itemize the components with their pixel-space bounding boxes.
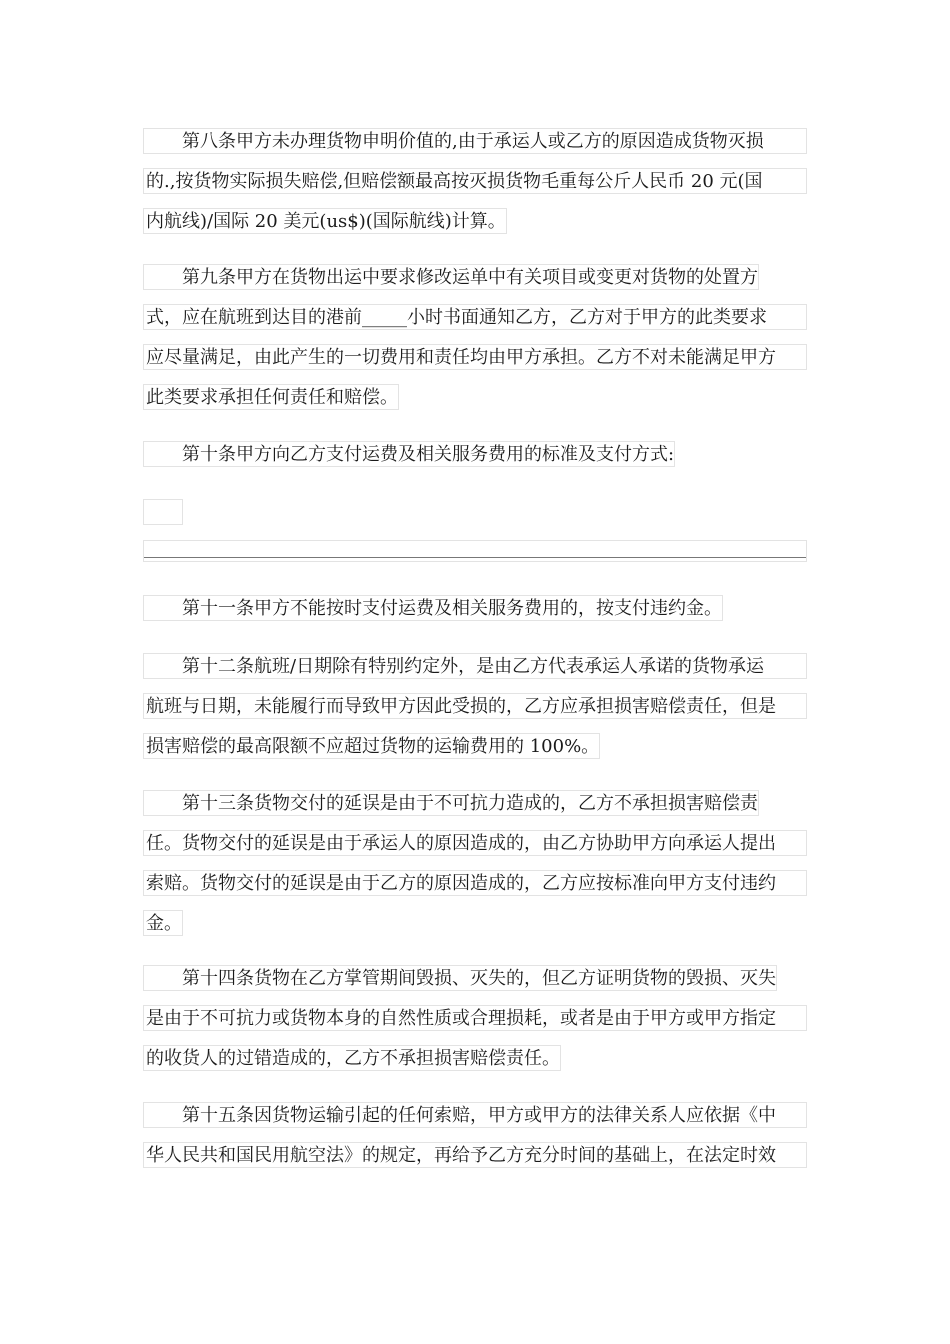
article-8-line-3: 内航线)/国际 20 美元(us$)(国际航线)计算。 [143, 208, 507, 234]
article-13-line-3: 索赔。货物交付的延误是由于乙方的原因造成的，乙方应按标准向甲方支付违约 [143, 870, 807, 896]
fill-in-underline [143, 540, 807, 562]
article-12-line-3: 损害赔偿的最高限额不应超过货物的运输费用的 100%。 [143, 733, 600, 759]
article-14-line-1: 第十四条货物在乙方掌管期间毁损、灭失的，但乙方证明货物的毁损、灭失 [143, 965, 777, 991]
article-13-line-4: 金。 [143, 910, 183, 936]
article-13-line-1: 第十三条货物交付的延误是由于不可抗力造成的，乙方不承担损害赔偿责 [143, 790, 759, 816]
article-9-line-4: 此类要求承担任何责任和赔偿。 [143, 384, 399, 410]
article-12-line-2: 航班与日期，未能履行而导致甲方因此受损的，乙方应承担损害赔偿责任，但是 [143, 693, 807, 719]
article-13-line-2: 任。货物交付的延误是由于承运人的原因造成的，由乙方协助甲方向承运人提出 [143, 830, 807, 856]
article-14-line-2: 是由于不可抗力或货物本身的自然性质或合理损耗，或者是由于甲方或甲方指定 [143, 1005, 807, 1031]
article-15-line-2: 华人民共和国民用航空法》的规定，再给予乙方充分时间的基础上，在法定时效 [143, 1142, 807, 1168]
article-10-line-1: 第十条甲方向乙方支付运费及相关服务费用的标准及支付方式: [143, 441, 675, 467]
article-9-line-2: 式，应在航班到达目的港前_____小时书面通知乙方，乙方对于甲方的此类要求 [143, 304, 807, 330]
article-9-line-1: 第九条甲方在货物出运中要求修改运单中有关项目或变更对货物的处置方 [143, 264, 759, 290]
article-11-line-1: 第十一条甲方不能按时支付运费及相关服务费用的，按支付违约金。 [143, 595, 723, 621]
blank-indent-box [143, 499, 183, 525]
article-15-line-1: 第十五条因货物运输引起的任何索赔，甲方或甲方的法律关系人应依据《中 [143, 1102, 807, 1128]
underline-rule [144, 557, 806, 558]
article-8-line-2: 的.,按货物实际损失赔偿,但赔偿额最高按灭损货物毛重每公斤人民币 20 元(国 [143, 168, 807, 194]
article-14-line-3: 的收货人的过错造成的，乙方不承担损害赔偿责任。 [143, 1045, 561, 1071]
article-9-line-3: 应尽量满足，由此产生的一切费用和责任均由甲方承担。乙方不对未能满足甲方 [143, 344, 807, 370]
article-12-line-1: 第十二条航班/日期除有特别约定外，是由乙方代表承运人承诺的货物承运 [143, 653, 807, 679]
article-8-line-1: 第八条甲方未办理货物申明价值的,由于承运人或乙方的原因造成货物灭损 [143, 128, 807, 154]
